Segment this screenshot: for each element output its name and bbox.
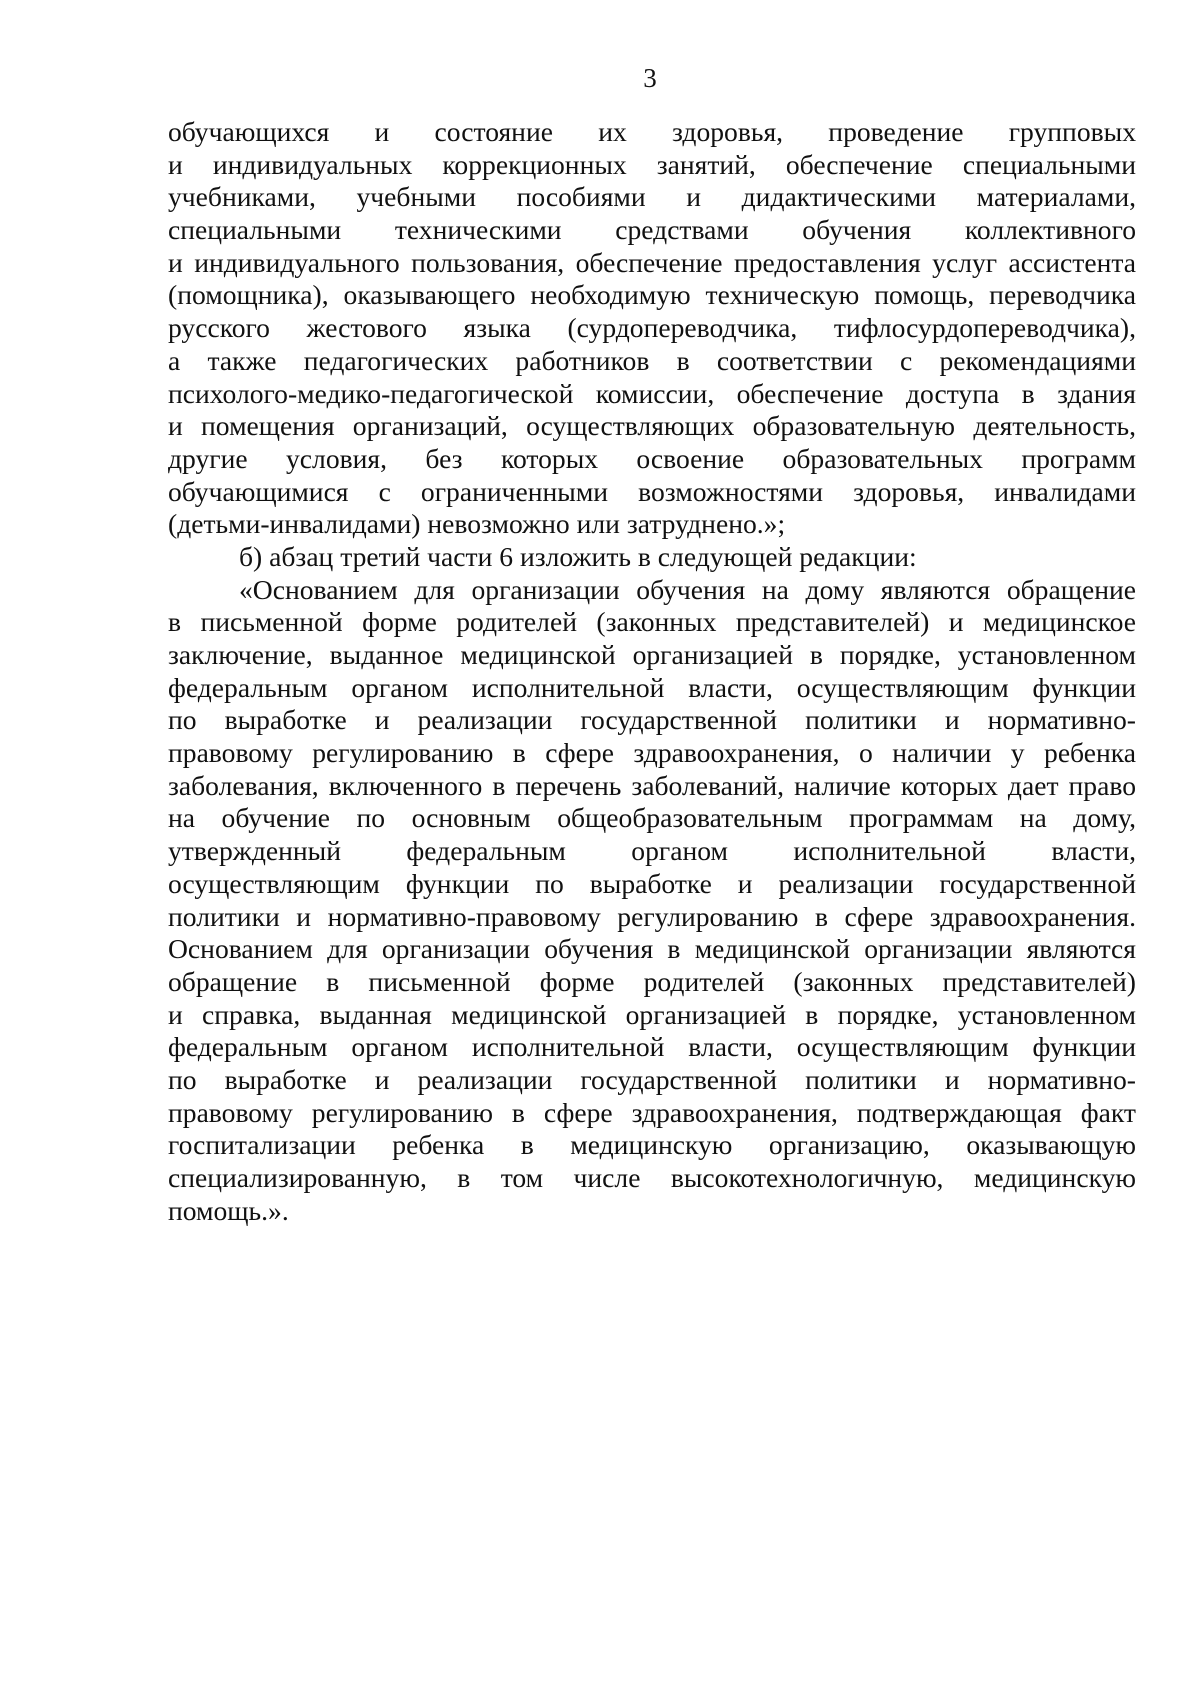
text-line: «Основанием для организации обучения на дому являются обращение [239, 573, 1136, 605]
text-line: федеральным органом исполнительной власти, осуществляющим функции [168, 1031, 1136, 1063]
text-line: Основанием для организации обучения в медицинской организации являются [168, 933, 1136, 965]
text-line: учебниками, учебными пособиями и дидактическими материалами, [168, 181, 1136, 213]
document-body [168, 116, 1136, 1227]
text-line: правовому регулированию в сфере здравоохранения, о наличии у ребенка [168, 737, 1136, 769]
text-line: федеральным органом исполнительной власти, осуществляющим функции [168, 671, 1136, 703]
text-line: правовому регулированию в сфере здравоохранения, подтверждающая факт [168, 1096, 1136, 1128]
text-line: и индивидуального пользования, обеспечение предоставления услуг ассистента [168, 246, 1136, 278]
text-line: помощь.». [168, 1194, 289, 1226]
text-line: а также педагогических работников в соответствии с рекомендациями [168, 344, 1136, 376]
text-line: психолого-медико-педагогической комиссии, обеспечение доступа в здания [168, 377, 1136, 409]
text-line: специальными техническими средствами обучения коллективного [168, 214, 1136, 246]
text-line: в письменной форме родителей (законных представителей) и медицинское [168, 606, 1136, 638]
text-line: политики и нормативно-правовому регулированию в сфере здравоохранения. [168, 900, 1136, 932]
text-line: обращение в письменной форме родителей (законных представителей) [168, 965, 1136, 997]
text-line: утвержденный федеральным органом исполнительной власти, [168, 835, 1136, 867]
text-line: и индивидуальных коррекционных занятий, обеспечение специальными [168, 148, 1136, 180]
text-line: госпитализации ребенка в медицинскую организацию, оказывающую [168, 1129, 1136, 1161]
text-line: осуществляющим функции по выработке и реализации государственной [168, 867, 1136, 899]
text-line: на обучение по основным общеобразовательным программам на дому, [168, 802, 1136, 834]
text-line: специализированную, в том числе высокотехнологичную, медицинскую [168, 1162, 1136, 1193]
text-line: обучающимися с ограниченными возможностями здоровья, инвалидами [168, 475, 1136, 507]
text-line: другие условия, без которых освоение образовательных программ [168, 442, 1136, 474]
text-line: и помещения организаций, осуществляющих образовательную деятельность, [168, 410, 1136, 442]
text-line: заболевания, включенного в перечень заболеваний, наличие которых дает право [168, 769, 1136, 801]
text-line: б) абзац третий части 6 изложить в следующей редакции: [239, 540, 917, 572]
text-line: заключение, выданное медицинской организацией в порядке, установленном [168, 639, 1136, 670]
text-line: и справка, выданная медицинской организацией в порядке, установленном [168, 998, 1136, 1030]
text-line: (детьми-инвалидами) невозможно или затруднено.»; [168, 508, 786, 540]
text-line: русского жестового языка (сурдопереводчика, тифлосурдопереводчика), [168, 312, 1136, 344]
text-line: (помощника), оказывающего необходимую техническую помощь, переводчика [168, 279, 1136, 311]
text-line: по выработке и реализации государственной политики и нормативно- [168, 704, 1136, 736]
text-line: обучающихся и состояние их здоровья, проведение групповых [168, 116, 1136, 147]
page-number: 3 [643, 63, 657, 93]
text-line: по выработке и реализации государственной политики и нормативно- [168, 1063, 1136, 1095]
